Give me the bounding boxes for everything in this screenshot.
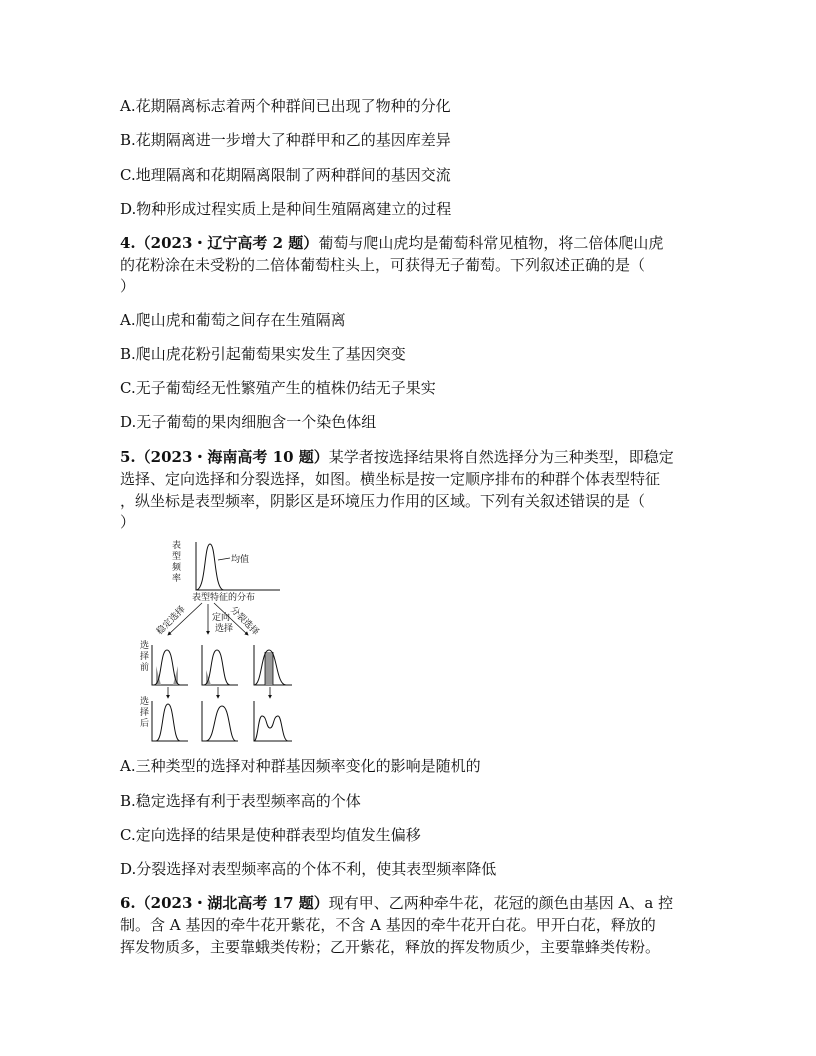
panel-before-directional bbox=[202, 645, 238, 685]
q4-option-c: C.无子葡萄经无性繁殖产生的植株仍结无子果实 bbox=[120, 379, 436, 397]
mean-line bbox=[218, 558, 230, 560]
q5-number: 5. bbox=[120, 448, 136, 466]
q5-stem-line-2: 选择、定向选择和分裂选择，如图。横坐标是按一定顺序排布的种群个体表型特征 bbox=[120, 470, 661, 488]
q4-option-a: A.爬山虎和葡萄之间存在生殖隔离 bbox=[120, 311, 346, 329]
q3-option-d: D.物种形成过程实质上是种间生殖隔离建立的过程 bbox=[120, 200, 452, 218]
q4-option-b: B.爬山虎花粉引起葡萄果实发生了基因突变 bbox=[120, 345, 406, 363]
directional-label-part-2: 选择 bbox=[215, 624, 234, 634]
q6-stem-line-2: 制。含 A 基因的牵牛花开紫花，不含 A 基因的牵牛花开白花。甲开白花，释放的 bbox=[120, 916, 656, 934]
row-after-char-1: 选 bbox=[140, 697, 150, 707]
panel-before-stabilizing bbox=[152, 645, 188, 685]
selection-types-figure bbox=[140, 538, 300, 743]
q5-option-d: D.分裂选择对表型频率高的个体不利，使其表型频率降低 bbox=[120, 860, 497, 878]
q5-source: （2023・海南高考 10 题） bbox=[135, 448, 329, 466]
q4-number: 4. bbox=[120, 234, 136, 252]
branch-label-stabilizing: 稳定选择 bbox=[155, 604, 188, 638]
selection-diagram bbox=[140, 538, 300, 743]
q4-stem-text-1: 葡萄与爬山虎均是葡萄科常见植物，将二倍体爬山虎 bbox=[318, 234, 664, 252]
q5-stem-line-4: ） bbox=[120, 513, 136, 531]
mean-label: 均值 bbox=[231, 555, 250, 565]
row-label-before bbox=[140, 639, 149, 673]
row-before-char-1: 选 bbox=[140, 641, 150, 651]
row-before-char-2: 择 bbox=[140, 652, 150, 662]
q3-option-c: C.地理隔离和花期隔离限制了两种群间的基因交流 bbox=[120, 166, 451, 184]
branch-label-disruptive: 分裂选择 bbox=[227, 605, 261, 638]
top-bell-curve bbox=[196, 544, 224, 590]
panel-after-disruptive bbox=[254, 701, 292, 741]
q5-option-c: C.定向选择的结果是使种群表型均值发生偏移 bbox=[120, 826, 421, 844]
q6-stem-line-1 bbox=[120, 894, 673, 912]
branch-label-directional bbox=[212, 611, 233, 634]
q3-option-a: A.花期隔离标志着两个种群间已出现了物种的分化 bbox=[120, 97, 451, 115]
q3-option-b: B.花期隔离进一步增大了种群甲和乙的基因库差异 bbox=[120, 131, 451, 149]
q6-source: （2023・湖北高考 17 题） bbox=[135, 894, 329, 912]
q4-source: （2023・辽宁高考 2 题） bbox=[135, 234, 319, 252]
row-after-char-2: 择 bbox=[140, 708, 150, 718]
row-after-char-3: 后 bbox=[140, 719, 150, 729]
q6-number: 6. bbox=[120, 894, 136, 912]
q6-stem-line-3: 挥发物质多，主要靠蛾类传粉；乙开紫花，释放的挥发物质少，主要靠蜂类传粉。 bbox=[120, 938, 661, 956]
y-axis-label-char: 频 bbox=[172, 563, 182, 573]
y-axis-label-char: 表 bbox=[172, 541, 182, 551]
q4-stem-line-2: 的花粉涂在未受粉的二倍体葡萄柱头上，可获得无子葡萄。下列叙述正确的是（ bbox=[120, 256, 646, 274]
y-axis-label-char: 率 bbox=[172, 574, 182, 584]
q5-option-b: B.稳定选择有利于表型频率高的个体 bbox=[120, 792, 361, 810]
q5-stem-line-3: ，纵坐标是表型频率，阴影区是环境压力作用的区域。下列有关叙述错误的是（ bbox=[120, 492, 646, 510]
q4-option-d: D.无子葡萄的果肉细胞含一个染色体组 bbox=[120, 413, 377, 431]
row-before-char-3: 前 bbox=[140, 663, 150, 673]
top-axes bbox=[196, 542, 280, 590]
y-axis-label-char: 型 bbox=[172, 552, 182, 562]
q4-stem-line-3: ） bbox=[120, 277, 136, 295]
q5-stem-text-1: 某学者按选择结果将自然选择分为三种类型，即稳定 bbox=[328, 448, 674, 466]
panel-before-disruptive bbox=[254, 645, 292, 685]
y-axis-label bbox=[172, 539, 182, 584]
q4-stem-line-1 bbox=[120, 234, 663, 252]
q6-stem-text-1: 现有甲、乙两种牵牛花，花冠的颜色由基因 A、a 控 bbox=[328, 894, 674, 912]
panel-after-stabilizing bbox=[152, 701, 188, 741]
panel-after-directional bbox=[202, 701, 238, 741]
q5-option-a: A.三种类型的选择对种群基因频率变化的影响是随机的 bbox=[120, 757, 481, 775]
q5-stem-line-1 bbox=[120, 448, 674, 466]
x-axis-label: 表型特征的分布 bbox=[192, 593, 256, 603]
row-label-after bbox=[140, 695, 149, 729]
directional-label-part-1: 定向 bbox=[212, 613, 231, 623]
